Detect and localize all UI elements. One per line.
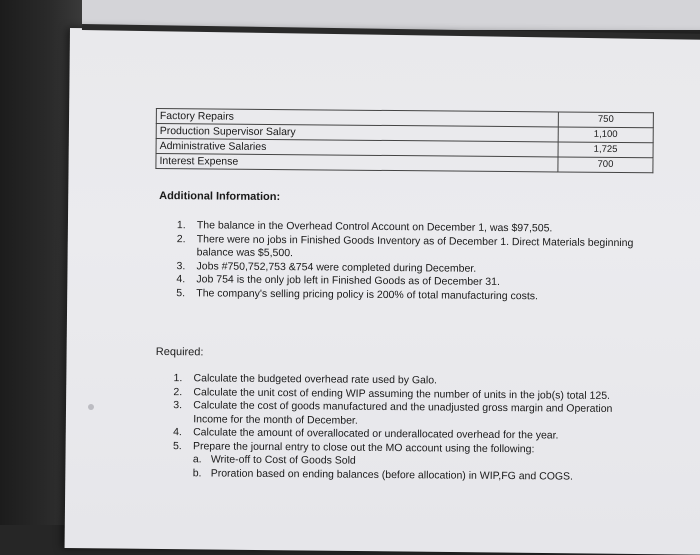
item-number: 5.: [172, 439, 182, 452]
additional-info-heading: Additional Information:: [159, 189, 281, 204]
cost-table: [155, 108, 654, 173]
item-number: 2.: [173, 385, 183, 398]
sub-item-text: Write-off to Cost of Goods Sold: [210, 453, 356, 467]
sub-item-letter: a.: [192, 453, 202, 466]
item-text: Prepare the journal entry to close out the MO account using the following:: [192, 439, 535, 455]
cost-label: Interest Expense: [156, 153, 558, 172]
list-item: [176, 287, 646, 305]
cost-amount: 1,100: [558, 127, 653, 143]
item-number: 5.: [176, 286, 186, 299]
item-number: 3.: [173, 399, 183, 412]
item-number: 4.: [176, 273, 186, 286]
cost-amount: 700: [558, 157, 653, 173]
cost-amount: 750: [558, 112, 653, 128]
cost-amount: 1,725: [558, 142, 653, 158]
required-heading: Required:: [155, 345, 204, 359]
item-text: Calculate the unit cost of ending WIP assuming the number of units in the job(s) total 125.: [193, 385, 611, 402]
item-number: 4.: [173, 426, 182, 439]
sub-item-text: Proration based on ending balances (before allocation) in WIP,FG and COGS.: [210, 466, 574, 483]
item-number: 1.: [176, 219, 186, 232]
item-number: 3.: [176, 259, 186, 272]
item-text: Job 754 is the only job left in Finished Goods as of December 31.: [196, 273, 500, 288]
list-item: [177, 233, 647, 264]
item-text: The company's selling pricing policy is 200% of total manufacturing costs.: [196, 286, 539, 302]
item-number: 1.: [173, 372, 183, 385]
item-number: 2.: [176, 232, 186, 245]
item-text: There were no jobs in Finished Goods Inventory as of December 1. Direct Materials beginning balance was $5,500.: [196, 232, 634, 260]
item-text: Jobs #750,752,753 &754 were completed during December.: [196, 259, 477, 275]
item-text: Calculate the amount of overallocated or underallocated overhead for the year.: [193, 426, 559, 442]
item-text: The balance in the Overhead Control Account on December 1, was $97,505.: [196, 219, 553, 235]
item-text: Calculate the budgeted overhead rate used by Galo.: [193, 372, 438, 387]
list-item: [173, 399, 643, 430]
list-item: [173, 440, 643, 485]
required-list: [173, 372, 644, 484]
cost-label: Administrative Salaries: [156, 138, 558, 157]
item-text: Calculate the cost of goods manufactured and the unadjusted gross margin and Operation Income for the month of December.: [193, 399, 613, 427]
additional-info-list: [176, 219, 647, 304]
cost-label: Factory Repairs: [156, 108, 558, 127]
table-row: [156, 153, 653, 172]
sub-item: [193, 467, 643, 484]
cost-label: Production Supervisor Salary: [156, 123, 558, 142]
sub-item-letter: b.: [192, 466, 202, 479]
